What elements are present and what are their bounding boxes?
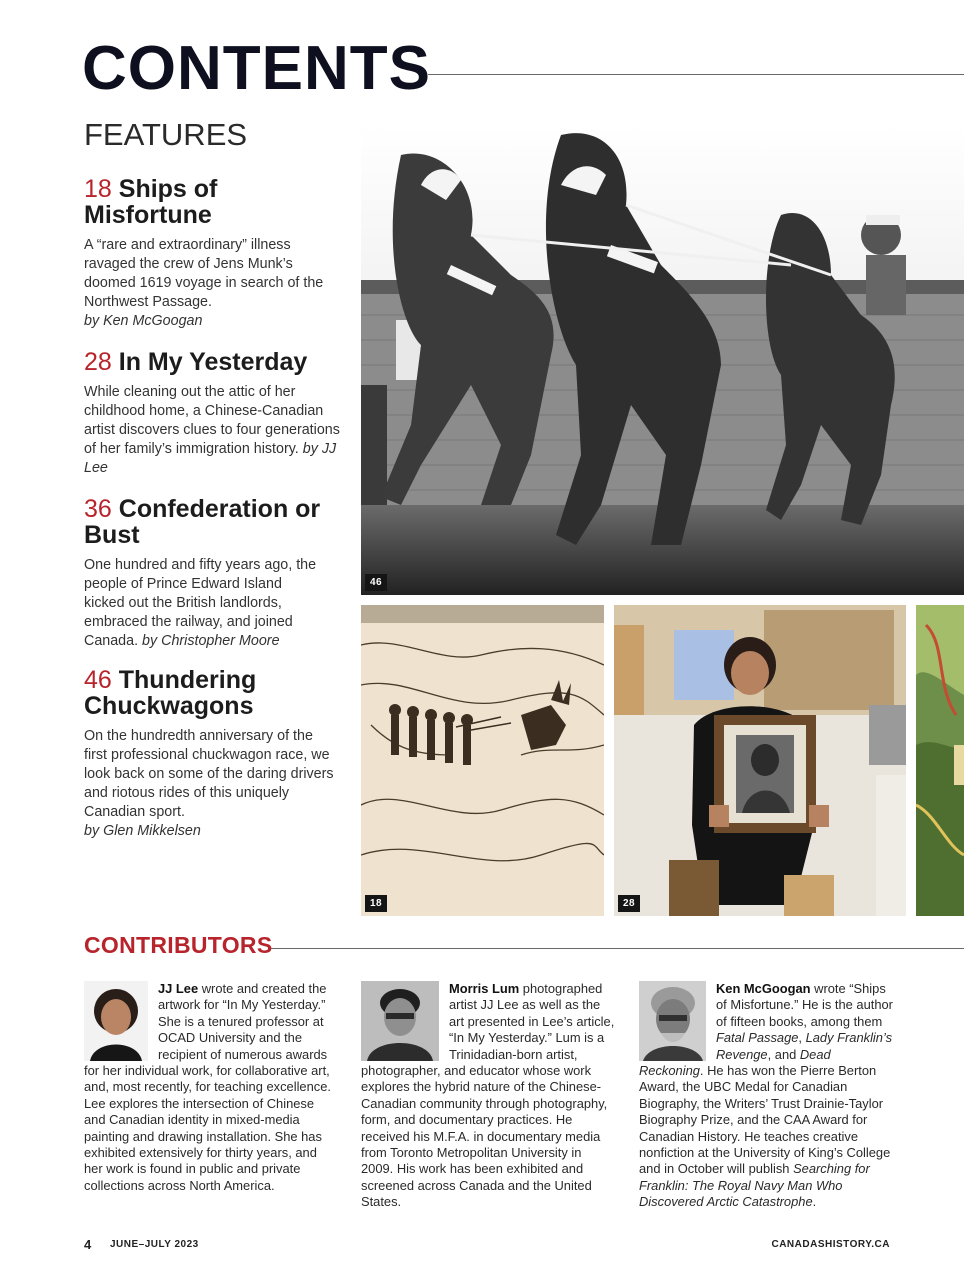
page-tag: 46 — [365, 574, 387, 591]
feature-description: On the hundredth anniversary of the first professional chuckwagon race, we look back on some of the daring drivers and riotous rides of this uniquely Canadian sport. by Glen Mikkelsen — [84, 728, 334, 839]
woodcut-illustration — [361, 605, 604, 916]
feature-title[interactable]: 36 Confederation or Bust — [84, 495, 321, 549]
artist-portrait-illustration — [614, 605, 906, 916]
painting-illustration — [916, 605, 964, 916]
contributor-name: JJ Lee — [158, 981, 199, 996]
page-title: CONTENTS — [82, 34, 431, 103]
feature-title[interactable]: 28 In My Yesterday — [84, 348, 308, 376]
page-tag: 18 — [365, 895, 387, 912]
title-divider — [428, 74, 964, 75]
issue-date: JUNE–JULY 2023 — [110, 1239, 199, 1250]
feature-title[interactable]: 18 Ships of Misfortune — [84, 175, 218, 229]
contributor-jj-lee — [84, 981, 336, 1194]
chuckwagon-photo[interactable] — [361, 125, 964, 595]
contributor-headshot — [361, 981, 439, 1061]
contributor-ken-mcgoogan: Ken McGoogan wrote “Ships of Misfortune.” He is the author of fifteen books, among them Fatal Passage, Lady Franklin’s Revenge, and Dead Reckoning. He has won the Pierre Berton Award, the UBC Medal for Canadian Biography, the Writers’ Trust Drainie-Taylor Biography Prize, and the CAA Award for Canadian History. He teaches creative nonfiction at the University of King’s College and in October will publish Searching for Franklin: The Royal Navy Man Who Discovered Arctic Catastrophe. — [639, 981, 893, 1210]
painting-photo[interactable] — [916, 605, 964, 916]
page-number: 4 — [84, 1237, 92, 1252]
contributor-name: Ken McGoogan — [716, 981, 811, 996]
feature-description: While cleaning out the attic of her childhood home, a Chinese-Canadian artist discovers clues to four generations of her family’s immigration history. by JJ Lee — [84, 384, 340, 476]
contributor-headshot — [639, 981, 706, 1061]
feature-byline: by Christopher Moore — [142, 633, 280, 649]
feature-page-number: 18 — [84, 175, 112, 203]
contributors-heading: CONTRIBUTORS — [84, 932, 273, 958]
book-title: Searching for Franklin: The Royal Navy Man Who Discovered Arctic Catastrophe — [639, 1161, 870, 1210]
feature-byline: by Glen Mikkelsen — [84, 823, 201, 839]
chuckwagon-illustration — [361, 125, 964, 595]
feature-title[interactable]: 46 Thundering Chuckwagons — [84, 666, 257, 720]
feature-byline: by Ken McGoogan — [84, 313, 203, 329]
feature-description: A “rare and extraordinary” illness ravaged the crew of Jens Munk’s doomed 1619 voyage in search of the Northwest Passage. by Ken McGoogan — [84, 237, 324, 329]
feature-page-number: 46 — [84, 666, 112, 694]
feature-item[interactable] — [84, 176, 334, 331]
contributor-name: Morris Lum — [449, 981, 520, 996]
website-link[interactable]: CANADASHISTORY.CA — [771, 1239, 890, 1250]
book-title: Dead Reckoning — [639, 1046, 831, 1079]
feature-page-number: 36 — [84, 495, 112, 523]
feature-byline: by JJ Lee — [84, 441, 337, 476]
artist-portrait-photo[interactable] — [614, 605, 906, 916]
feature-item[interactable] — [84, 349, 344, 478]
page-tag: 28 — [618, 895, 640, 912]
contributor-bio: photographed artist JJ Lee as well as the art presented in Lee’s article, “In My Yesterday.” Lum is a Trinidadian-born artist, photographer, and educator whose work explores the hybrid nature of the Chinese-Canadian community through photography, form, and documentary practices. He received his M.F.A. in documentary media from Toronto Metropolitan University in 2009. His work has been exhibited and screened across Canada and the United States. — [361, 981, 615, 1210]
contributor-morris-lum — [361, 981, 615, 1211]
feature-item[interactable] — [84, 667, 336, 841]
contributor-headshot — [84, 981, 148, 1061]
feature-item[interactable] — [84, 496, 324, 651]
feature-page-number: 28 — [84, 348, 112, 376]
contributor-bio: wrote and created the artwork for “In My Yesterday.” She is a tenured professor at OCAD University and the recipient of numerous awards for her individual work, for collaborative art, and, most recently, for teaching excellence. Lee explores the intersection of Chinese and Canadian identity in mixed-media painting and drawing installation. She has exhibited extensively for thirty years, and her work is found in public and private collections across North America. — [84, 981, 331, 1193]
book-title: Lady Franklin’s Revenge — [716, 1030, 893, 1062]
features-heading: FEATURES — [84, 117, 248, 152]
book-title: Fatal Passage — [716, 1030, 799, 1046]
contributors-divider — [271, 948, 964, 949]
feature-description: One hundred and fifty years ago, the people of Prince Edward Island kicked out the British landlords, embraced the railway, and joined Canada. by Christopher Moore — [84, 557, 317, 649]
woodcut-illustration-photo[interactable] — [361, 605, 604, 916]
